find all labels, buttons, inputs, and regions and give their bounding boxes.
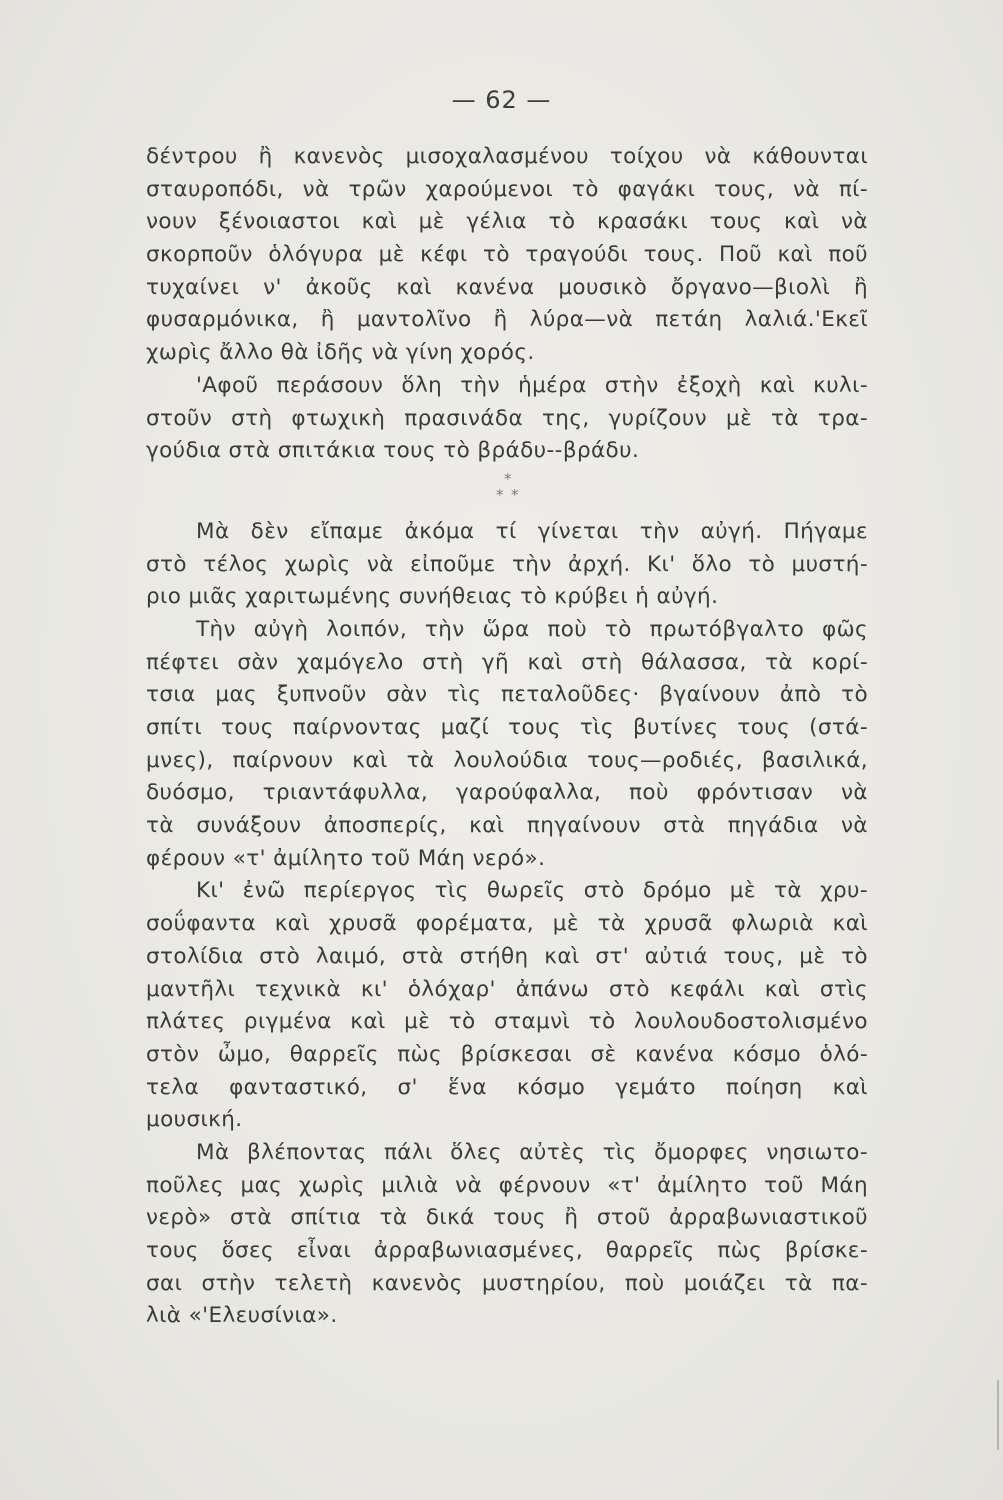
text-line: φυσαρμόνικα, ἢ μαντολῖνο ἢ λύρα—νὰ πετάη λαλιά.'Εκεῖ bbox=[146, 307, 868, 333]
text-line: σαι στὴν τελετὴ κανενὸς μυστηρίου, ποὺ μοιάζει τὰ πα- bbox=[146, 1270, 868, 1296]
page-number: — 62 — bbox=[451, 86, 552, 114]
text-line: σκορποῦν ὁλόγυρα μὲ κέφι τὸ τραγούδι τους. Ποῦ καὶ ποῦ bbox=[146, 242, 868, 268]
paragraph-first-line: Τὴν αὐγὴ λοιπόν, τὴν ὥρα ποὺ τὸ πρωτόβγαλτο φῶς bbox=[196, 616, 868, 642]
text-line: ριο μιᾶς χαριτωμένης συνήθειας τὸ κρύβει ἡ αὐγή. bbox=[146, 584, 719, 610]
paragraph-first-line: Κι' ἐνῶ περίεργος τὶς θωρεῖς στὸ δρόμο μὲ τὰ χρυ- bbox=[196, 878, 868, 904]
body-text bbox=[146, 141, 868, 1333]
text-line: τὰ συνάξουν ἀποσπερίς, καὶ πηγαίνουν στὰ πηγάδια νὰ bbox=[146, 813, 868, 839]
text-line: δέντρου ἢ κανενὸς μισοχαλασμένου τοίχου νὰ κάθουνται bbox=[146, 144, 868, 169]
text-line: στὸν ὦμο, θαρρεῖς πὼς βρίσκεσαι σὲ κανένα κόσμο ὁλό- bbox=[146, 1041, 868, 1067]
paragraph-first-line: Μὰ βλέποντας πάλι ὅλες αὐτὲς τὶς ὄμορφες νησιωτο- bbox=[196, 1139, 868, 1165]
paragraph-first-line: 'Αφοῦ περάσουν ὅλη τὴν ἡμέρα στὴν ἐξοχὴ καὶ κυλι- bbox=[196, 372, 868, 398]
text-line: τσια μας ξυπνοῦν σὰν τὶς πεταλοῦδες· βγαίνουν ἀπὸ τὸ bbox=[146, 682, 868, 708]
section-break-asterism bbox=[146, 468, 868, 516]
text-line: νερὸ» στὰ σπίτια τὰ δικά τους ἢ στοῦ ἀρραβωνιαστικοῦ bbox=[146, 1205, 868, 1231]
text-line: στὸ τέλος χωρὶς νὰ εἰποῦμε τὴν ἀρχή. Κι' ὅλο τὸ μυστή- bbox=[146, 551, 868, 577]
text-line: σοΰφαντα καὶ χρυσᾶ φορέματα, μὲ τὰ χρυσᾶ φλωριὰ καὶ bbox=[146, 911, 868, 937]
text-line: στοῦν στὴ φτωχικὴ πρασινάδα της, γυρίζουν μὲ τὰ τρα- bbox=[146, 405, 868, 431]
text-line: λιὰ «'Ελευσίνια». bbox=[146, 1303, 338, 1329]
asterisk: * bbox=[511, 485, 519, 504]
text-line: ποῦλες μας χωρὶς μιλιὰ νὰ φέρνουν «τ' ἀμίλητο τοῦ Μάη bbox=[146, 1172, 868, 1198]
text-line: χωρὶς ἄλλο θὰ ἰδῆς νὰ γίνη χορός. bbox=[146, 340, 535, 366]
text-line: πλάτες ριγμένα καὶ μὲ τὸ σταμνὶ τὸ λουλουδοστολισμένο bbox=[146, 1009, 868, 1035]
asterisk: * bbox=[504, 469, 512, 488]
text-line: τυχαίνει ν' ἀκοῦς καὶ κανένα μουσικὸ ὄργανο—βιολὶ ἢ bbox=[146, 274, 868, 300]
text-line: σταυροπόδι, νὰ τρῶν χαρούμενοι τὸ φαγάκι τους, νὰ πί- bbox=[146, 176, 868, 202]
text-line: νουν ξένοιαστοι καὶ μὲ γέλια τὸ κρασάκι τους καὶ νὰ bbox=[146, 209, 868, 235]
scan-edge-mark bbox=[997, 1380, 999, 1450]
asterisk: * bbox=[496, 485, 504, 504]
text-line: τελα φανταστικό, σ' ἕνα κόσμο γεμάτο ποίηση καὶ bbox=[146, 1074, 868, 1100]
paragraph-first-line: Μὰ δὲν εἴπαμε ἀκόμα τί γίνεται τὴν αὐγή. Πήγαμε bbox=[196, 518, 868, 544]
text-line: δυόσμο, τριαντάφυλλα, γαρούφαλλα, ποὺ φρόντισαν νὰ bbox=[146, 780, 868, 806]
text-line: τους ὅσες εἶναι ἀρραβωνιασμένες, θαρρεῖς πὼς βρίσκε- bbox=[146, 1238, 868, 1263]
text-line: γούδια στὰ σπιτάκια τους τὸ βράδυ--βράδυ. bbox=[146, 438, 640, 464]
text-line: πέφτει σὰν χαμόγελο στὴ γῆ καὶ στὴ θάλασσα, τὰ κορί- bbox=[146, 649, 868, 675]
text-line: στολίδια στὸ λαιμό, στὰ στήθη καὶ στ' αὐτιά τους, μὲ τὸ bbox=[146, 943, 868, 969]
text-line: φέρουν «τ' ἀμίλητο τοῦ Μάη νερό». bbox=[146, 845, 546, 871]
text-line: μουσική. bbox=[146, 1107, 243, 1133]
text-line: μνες), παίρνουν καὶ τὰ λουλούδια τους—ροδιές, βασιλικά, bbox=[146, 747, 868, 773]
text-line: μαντῆλι τεχνικὰ κι' ὁλόχαρ' ἀπάνω στὸ κεφάλι καὶ στὶς bbox=[146, 976, 868, 1002]
text-line: σπίτι τους παίρνοντας μαζί τους τὶς βυτίνες τους (στά- bbox=[146, 715, 868, 740]
